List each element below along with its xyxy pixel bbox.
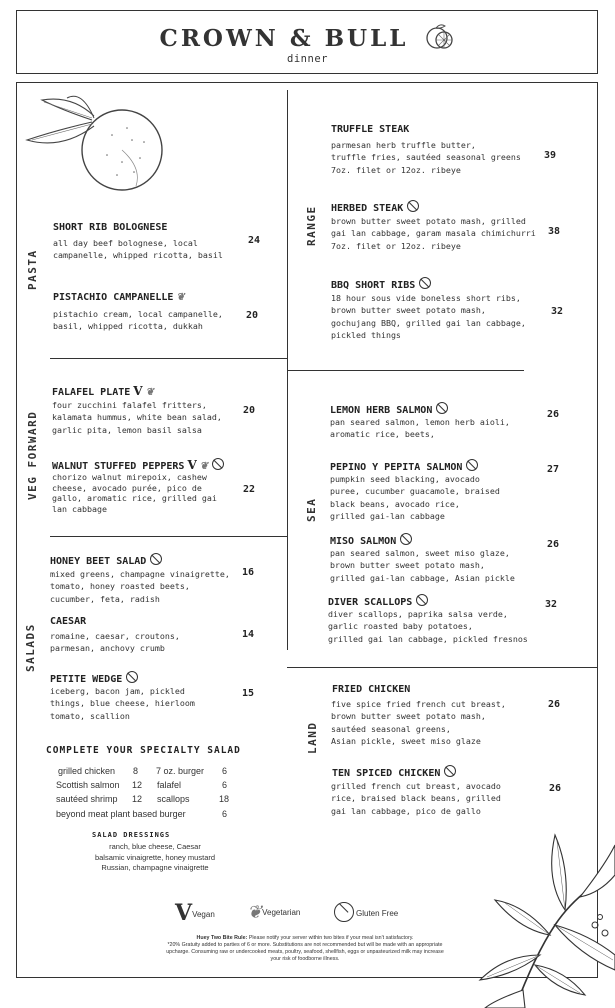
consumption-warning: upcharge. Consuming raw or undercooked meats, poultry, seafood, shellfish, eggs or unpasteurized milk may increase [166, 949, 444, 955]
range-item-desc: 18 hour sous vide boneless short ribs, brown butter sweet potato mash, gochujang BBQ, grilled gai lan cabbage, pickled things [331, 293, 526, 341]
pasta-item-price: 20 [246, 310, 259, 321]
add-on-label: falafel [157, 780, 182, 790]
pasta-item-name: SHORT RIB BOLOGNESE [53, 222, 168, 233]
vegan-icon: V [133, 384, 143, 398]
sea-item-desc: pumpkin seed blacking, avocado puree, cucumber guacamole, braised black beans, avocado rice, grilled gai-lan cabbage [330, 474, 500, 522]
range-item-desc: parmesan herb truffle butter, truffle fries, sautéed seasonal greens 7oz. filet or 12oz. ribeye [331, 140, 521, 175]
salad-item-price: 15 [242, 688, 255, 699]
salad-item-name: HONEY BEET SALAD [50, 553, 162, 567]
sea-item-name: LEMON HERB SALMON [330, 402, 448, 416]
sea-item-price: 32 [545, 599, 558, 610]
section-label-sea: SEA [305, 497, 318, 522]
add-on-label: beyond meat plant based burger [56, 809, 186, 819]
add-on-price: 12 [132, 794, 143, 804]
gluten-free-icon [407, 200, 419, 212]
land-item-desc: grilled french cut breast, avocado rice, braised black beans, grilled gai lan cabbage, pico de gallo [331, 781, 501, 816]
veg-item-price: 20 [243, 405, 256, 416]
gluten-free-icon [444, 765, 456, 777]
sea-item-price: 27 [547, 464, 560, 475]
specialty-salad-title: COMPLETE YOUR SPECIALTY SALAD [46, 745, 241, 756]
section-label-salads: SALADS [24, 623, 37, 672]
dressings-title: SALAD DRESSINGS [92, 831, 171, 839]
gluten-free-icon [126, 671, 138, 683]
vegetarian-icon: ❦ [145, 387, 154, 398]
add-on-price: 6 [222, 809, 228, 819]
gluten-free-icon [466, 459, 478, 471]
range-item-name: HERBED STEAK [331, 200, 419, 214]
add-on-price: 8 [133, 766, 139, 776]
add-on-price: 6 [222, 766, 228, 776]
legend-gluten-free: Gluten Free [330, 902, 398, 922]
pasta-veg-divider [50, 358, 287, 359]
add-on-label: scallops [157, 794, 190, 804]
gluten-free-icon [150, 553, 162, 565]
gluten-free-icon [416, 594, 428, 606]
sea-item-name: DIVER SCALLOPS [328, 594, 428, 608]
sea-land-divider [287, 667, 597, 668]
veg-item-price: 22 [243, 484, 256, 495]
section-label-pasta: PASTA [26, 249, 39, 290]
add-on-label: 7 oz. burger [156, 766, 205, 776]
vegan-icon: V [187, 458, 197, 472]
salad-item-name: PETITE WEDGE [50, 671, 138, 685]
gluten-free-icon [400, 533, 412, 545]
section-label-veg-forward: VEG FORWARD [26, 410, 39, 500]
section-label-land: LAND [306, 721, 319, 754]
salad-item-price: 14 [242, 629, 255, 640]
vegetarian-icon: ❦ [199, 461, 209, 472]
add-on-label: grilled chicken [58, 766, 116, 776]
vegetarian-icon: ❦ [247, 902, 263, 923]
veg-item-name: WALNUT STUFFED PEPPERS V ❦ [52, 458, 224, 472]
salad-item-desc: romaine, caesar, croutons, parmesan, anchovy crumb [50, 631, 180, 654]
add-on-price: 12 [132, 780, 143, 790]
gratuity-note: *20% Gratuity added to parties of 6 or more. Substitutions are not recommended but will be made with an appropriate [167, 942, 443, 948]
legend-vegetarian: ❦Vegetarian [247, 902, 301, 923]
add-on-label: Scottish salmon [56, 780, 120, 790]
sea-item-desc: pan seared salmon, sweet miso glaze, brown butter sweet potato mash, grilled gai-lan cabbage, Asian pickle [330, 548, 515, 583]
veg-item-name: FALAFEL PLATE V ❦ [52, 384, 154, 398]
pasta-item-name: PISTACHIO CAMPANELLE ❦ [53, 292, 185, 303]
pasta-item-desc: pistachio cream, local campanelle, basil, whipped ricotta, dukkah [53, 309, 223, 332]
salad-item-desc: mixed greens, champagne vinaigrette, tomato, honey roasted beets, cucumber, feta, radish [50, 569, 230, 604]
footer-notes [120, 935, 490, 963]
sea-item-name: MISO SALMON [330, 533, 412, 547]
veg-item-desc: four zucchini falafel fritters, kalamata hummus, white bean salad, garlic pita, lemon basil salsa [52, 400, 222, 435]
section-label-range: RANGE [305, 205, 318, 246]
range-item-desc: brown butter sweet potato mash, grilled gai lan cabbage, garam masala chimichurri 7oz. filet or 12oz. ribeye [331, 216, 536, 251]
gluten-free-icon [436, 402, 448, 414]
vegan-icon: V [175, 900, 193, 926]
range-item-price: 38 [548, 226, 561, 237]
sea-item-desc: pan seared salmon, lemon herb aioli, aromatic rice, beets, [330, 417, 510, 440]
legend-vegan: VVegan [175, 900, 215, 926]
land-item-price: 26 [549, 783, 562, 794]
sea-item-price: 26 [547, 409, 560, 420]
veg-salad-divider [50, 536, 287, 537]
add-on-label: sautéed shrimp [56, 794, 118, 804]
gluten-free-icon [212, 458, 224, 470]
botanical-illustration [455, 805, 615, 1008]
sea-item-price: 26 [547, 539, 560, 550]
land-item-price: 26 [548, 699, 561, 710]
orange-illustration [22, 90, 172, 200]
vegetarian-icon: ❦ [176, 292, 185, 303]
sea-item-desc: diver scallops, paprika salsa verde, garlic roasted baby potatoes, grilled gai lan cabbage, pickled fresnos [328, 609, 528, 644]
gluten-free-icon [419, 277, 431, 289]
land-item-name: TEN SPICED CHICKEN [332, 765, 456, 779]
veg-item-desc: chorizo walnut mirepoix, cashew cheese, avocado purée, pico de gallo, aromatic rice, grilled gai lan cabbage [52, 472, 217, 514]
dressings-text: ranch, blue cheese, Caesar balsamic vinaigrette, honey mustard Russian, champagne vinaigrette [94, 842, 216, 872]
range-item-price: 32 [551, 306, 564, 317]
orange-icon [423, 20, 455, 52]
range-item-price: 39 [544, 150, 557, 161]
salad-item-desc: iceberg, bacon jam, pickled things, blue cheese, hierloom tomato, scallion [50, 686, 195, 721]
two-bite-rule: Huey Two Bite Rule: Please notify your server within two bites if your meal isn't satisfactory. [196, 935, 414, 941]
add-on-price: 18 [219, 794, 230, 804]
range-sea-divider [287, 370, 524, 371]
pasta-item-desc: all day beef bolognese, local campanelle, whipped ricotta, basil [53, 238, 223, 261]
add-on-price: 6 [222, 780, 228, 790]
salad-item-name: CAESAR [50, 616, 87, 627]
restaurant-title: CROWN & BULL [0, 20, 615, 52]
pasta-item-price: 24 [248, 235, 261, 246]
land-item-name: FRIED CHICKEN [332, 684, 411, 695]
range-item-name: TRUFFLE STEAK [331, 124, 410, 135]
menu-subtitle: dinner [287, 53, 328, 65]
salad-item-price: 16 [242, 567, 255, 578]
range-item-name: BBQ SHORT RIBS [331, 277, 431, 291]
land-item-desc: five spice fried french cut breast, brown butter sweet potato mash, sautéed seasonal greens, Asian pickle, sweet miso glaze [331, 699, 506, 747]
gluten-free-icon [334, 902, 354, 922]
consumption-warning-end: your risk of foodborne illness. [270, 956, 340, 962]
sea-item-name: PEPINO Y PEPITA SALMON [330, 459, 478, 473]
